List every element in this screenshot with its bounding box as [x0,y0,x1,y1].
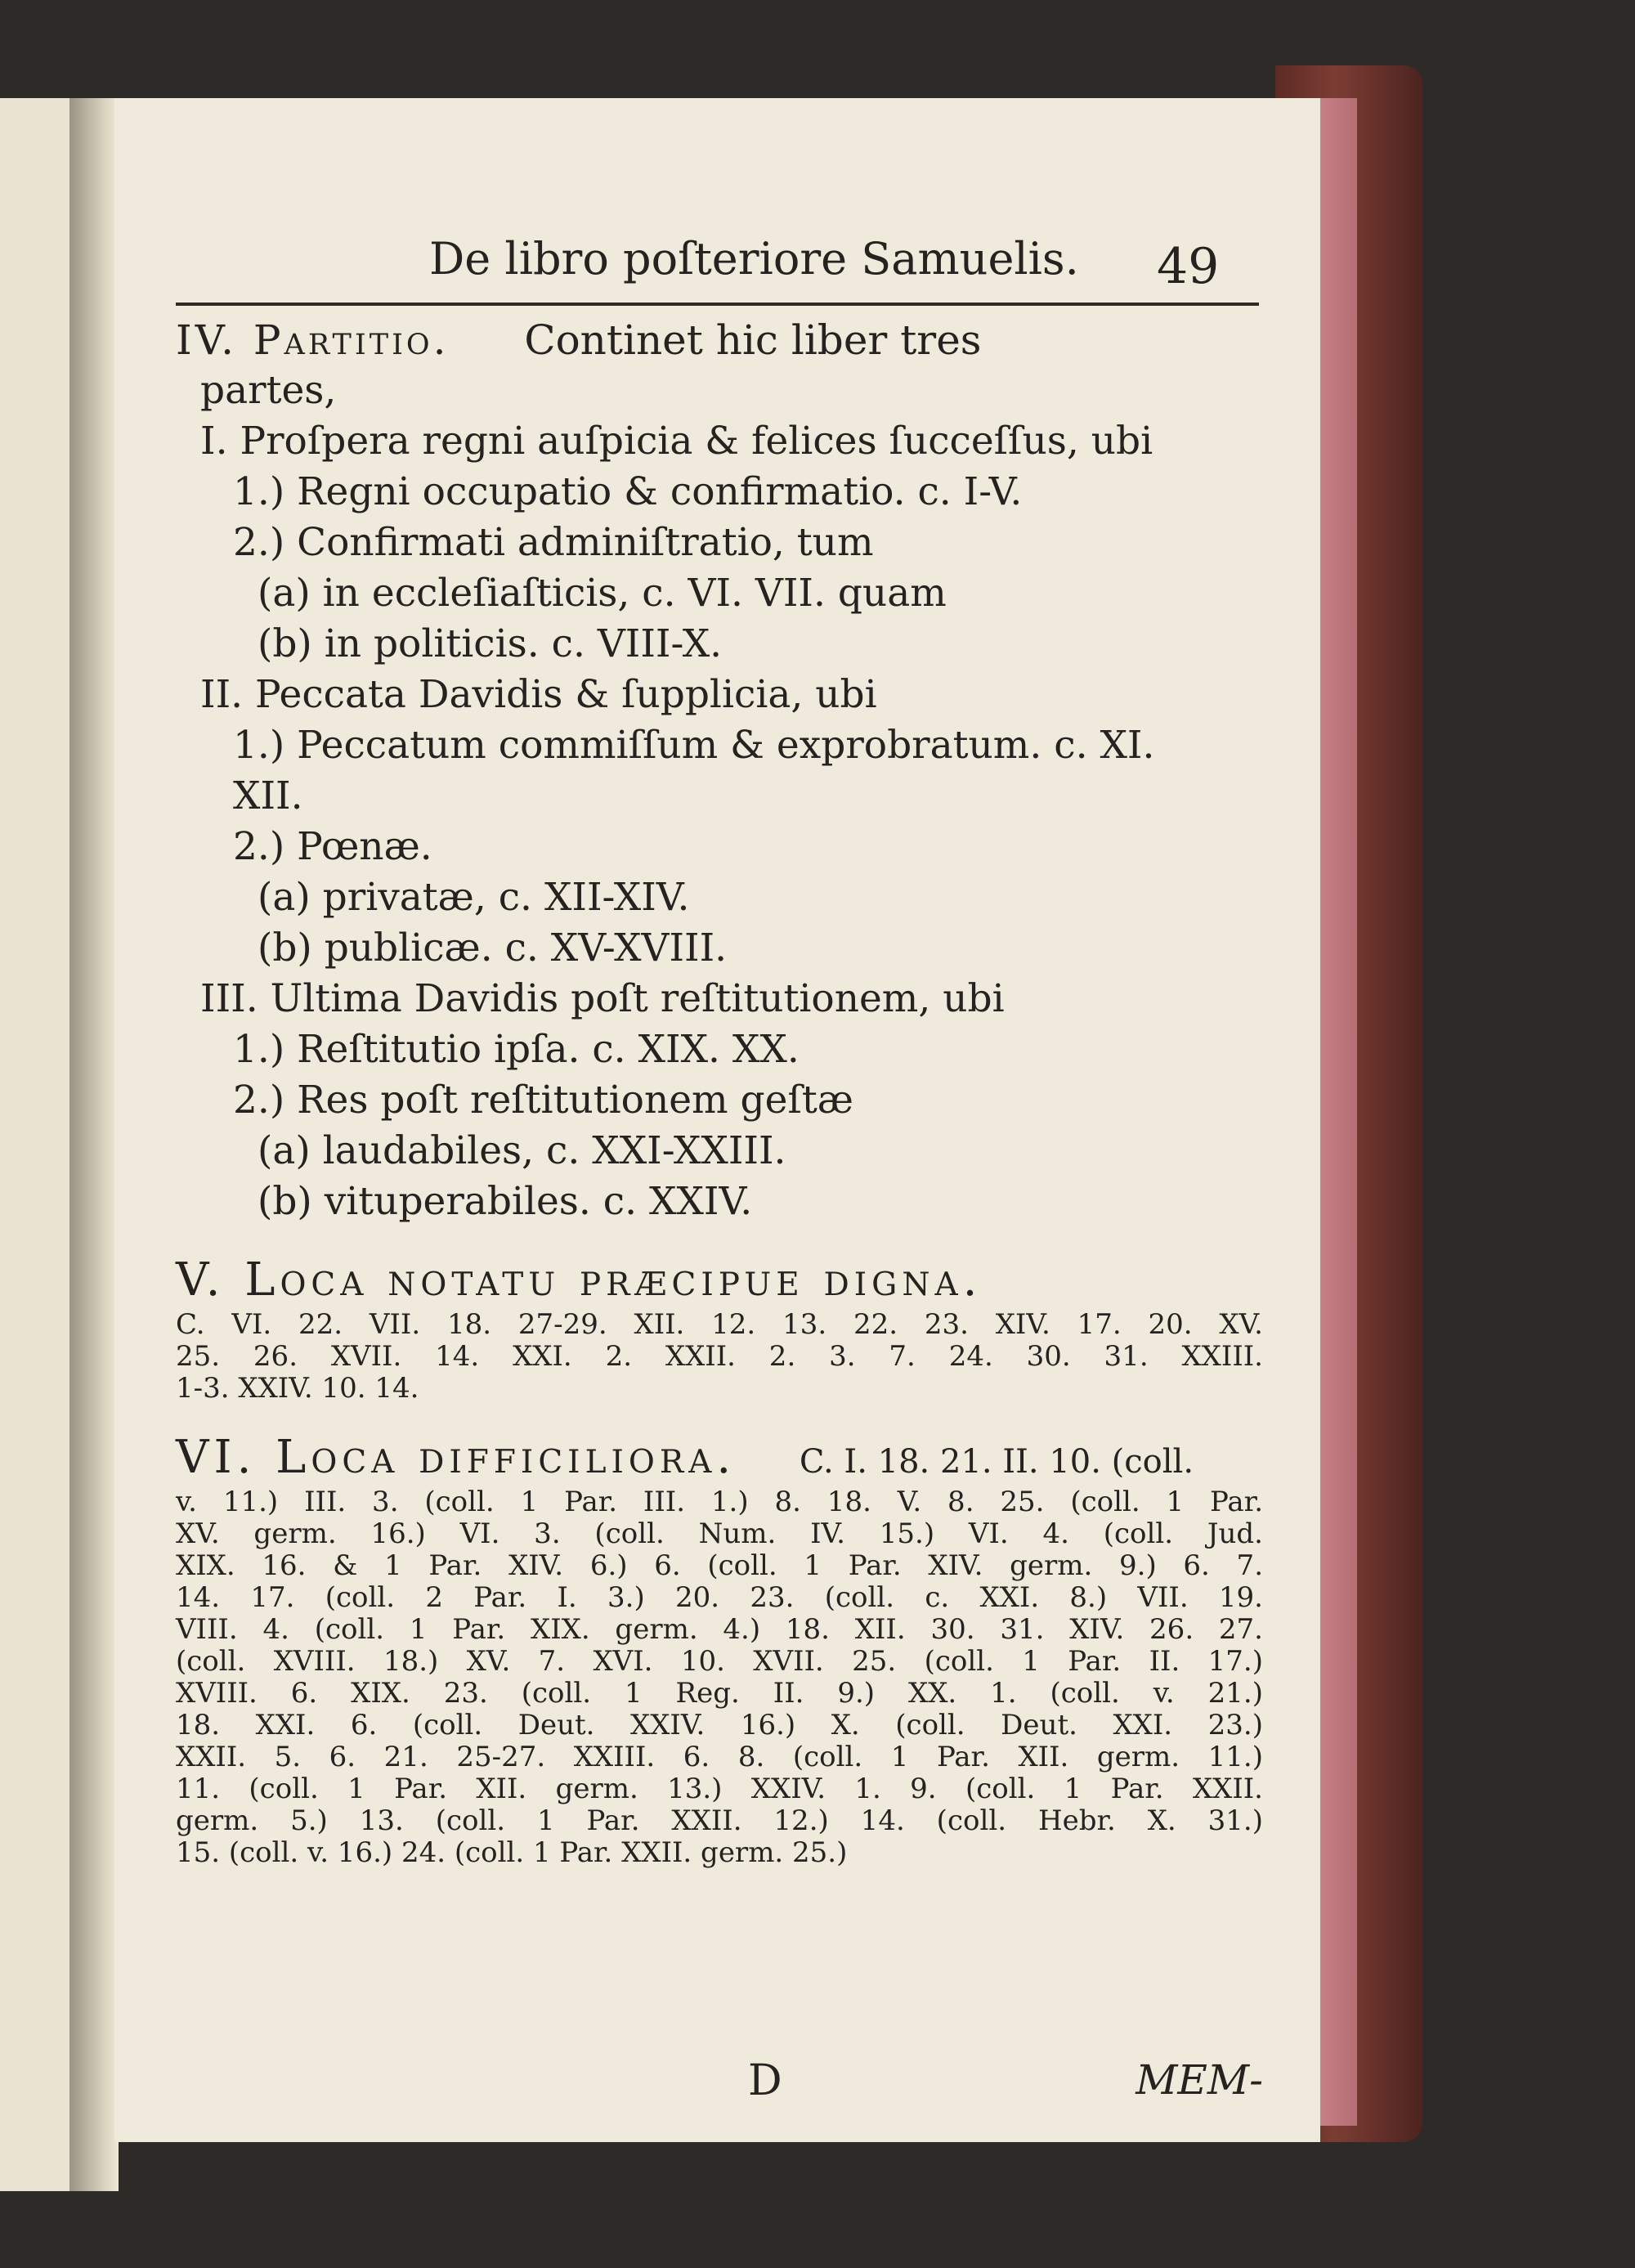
section-vi-line-6: (coll. XVIII. 18.) XV. 7. XVI. 10. XVII. 25. (coll. 1 Par. II. 17.) [176,1645,1263,1678]
section-vi-line-4: 14. 17. (coll. 2 Par. I. 3.) 20. 23. (coll. c. XXI. 8.) VII. 19. [176,1581,1263,1614]
section-vi-heading-line [176,1429,1263,1486]
running-title: De libro poſteriore Samuelis. [429,233,1079,285]
section-vi-heading-tail: C. I. 18. 21. II. 10. (coll. [799,1443,1194,1481]
part-i-1-line: 1.) Regni occupatio & confirmatio. c. I-V. [233,469,1023,514]
section-vi-line-3: XIX. 16. & 1 Par. XIV. 6.) 6. (coll. 1 Par. XIV. germ. 9.) 6. 7. [176,1549,1263,1582]
part-iii-line: III. Ultima Davidis poſt reſtitutionem, ubi [200,976,1005,1021]
part-iii-2b-line: (b) vituperabiles. c. XXIV. [258,1179,753,1224]
section-v-line-3: 1-3. XXIV. 10. 14. [176,1372,419,1405]
book-gutter [69,98,119,2191]
part-iii-2-line: 2.) Res poſt reſtitutionem geſtæ [233,1078,853,1123]
part-iii-2a-line: (a) laudabiles, c. XXI-XXIII. [258,1128,786,1173]
section-vi-line-10: 11. (coll. 1 Par. XII. germ. 13.) XXIV. 1. 9. (coll. 1 Par. XXII. [176,1773,1263,1805]
book-page [114,98,1320,2142]
catchword: MEM- [1136,2056,1263,2104]
part-i-2a-line: (a) in eccleſiaſticis, c. VI. VII. quam [258,571,947,616]
part-ii-1-cont-line: XII. [233,773,303,818]
signature-mark: D [748,2056,782,2105]
part-ii-1-line: 1.) Peccatum commiſſum & exprobratum. c. XI. [233,723,1155,768]
part-iii-1-line: 1.) Reſtitutio ipſa. c. XIX. XX. [233,1027,800,1072]
page-footer [176,2056,1263,2113]
section-vi-line-5: VIII. 4. (coll. 1 Par. XIX. germ. 4.) 18. XII. 30. 31. XIV. 26. 27. [176,1613,1263,1646]
section-v-references [176,1309,1263,1405]
section-iv-intro: Continet hic liber tres [524,316,982,364]
page-number: 49 [1157,238,1220,295]
section-vi-line-12: 15. (coll. v. 16.) 24. (coll. 1 Par. XXII. germ. 25.) [176,1836,848,1869]
section-vi-line-8: 18. XXI. 6. (coll. Deut. XXIV. 16.) X. (coll. Deut. XXI. 23.) [176,1709,1263,1741]
section-iv-heading: IV. Partitio. [176,316,450,364]
section-iv-heading-line [176,315,1263,365]
part-i-line: I. Proſpera regni auſpicia & felices ſucceſſus, ubi [200,419,1153,464]
page-header [180,233,1267,295]
section-v-line-1: C. VI. 22. VII. 18. 27-29. XII. 12. 13. 22. 23. XIV. 17. 20. XV. [176,1308,1263,1341]
part-ii-2-line: 2.) Pœnæ. [233,824,432,869]
section-vi-heading: VI. Loca difficiliora. [176,1431,737,1484]
section-vi-line-11: germ. 5.) 13. (coll. 1 Par. XXII. 12.) 14. (coll. Hebr. X. 31.) [176,1804,1263,1837]
section-v-line-2: 25. 26. XVII. 14. XXI. 2. XXII. 2. 3. 7. 24. 30. 31. XXIII. [176,1340,1263,1373]
section-vi-line-1: v. 11.) III. 3. (coll. 1 Par. III. 1.) 8. 18. V. 8. 25. (coll. 1 Par. [176,1486,1263,1518]
section-vi-line-9: XXII. 5. 6. 21. 25-27. XXIII. 6. 8. (coll. 1 Par. XII. germ. 11.) [176,1741,1263,1773]
part-ii-line: II. Peccata Davidis & ſupplicia, ubi [200,672,877,717]
section-iv-intro-cont: partes, [200,368,337,413]
part-ii-2a-line: (a) privatæ, c. XII-XIV. [258,875,690,920]
part-i-2-line: 2.) Confirmati adminiſtratio, tum [233,520,874,565]
header-rule [176,303,1259,306]
part-i-2b-line: (b) in politicis. c. VIII-X. [258,621,723,666]
section-v-heading: V. Loca notatu præcipue digna. [176,1253,983,1307]
section-vi-line-7: XVIII. 6. XIX. 23. (coll. 1 Reg. II. 9.) XX. 1. (coll. v. 21.) [176,1677,1263,1710]
part-ii-2b-line: (b) publicæ. c. XV-XVIII. [258,926,728,970]
page-content [176,315,1263,1869]
section-vi-references [176,1486,1263,1869]
section-vi-line-2: XV. germ. 16.) VI. 3. (coll. Num. IV. 15.) VI. 4. (coll. Jud. [176,1517,1263,1550]
